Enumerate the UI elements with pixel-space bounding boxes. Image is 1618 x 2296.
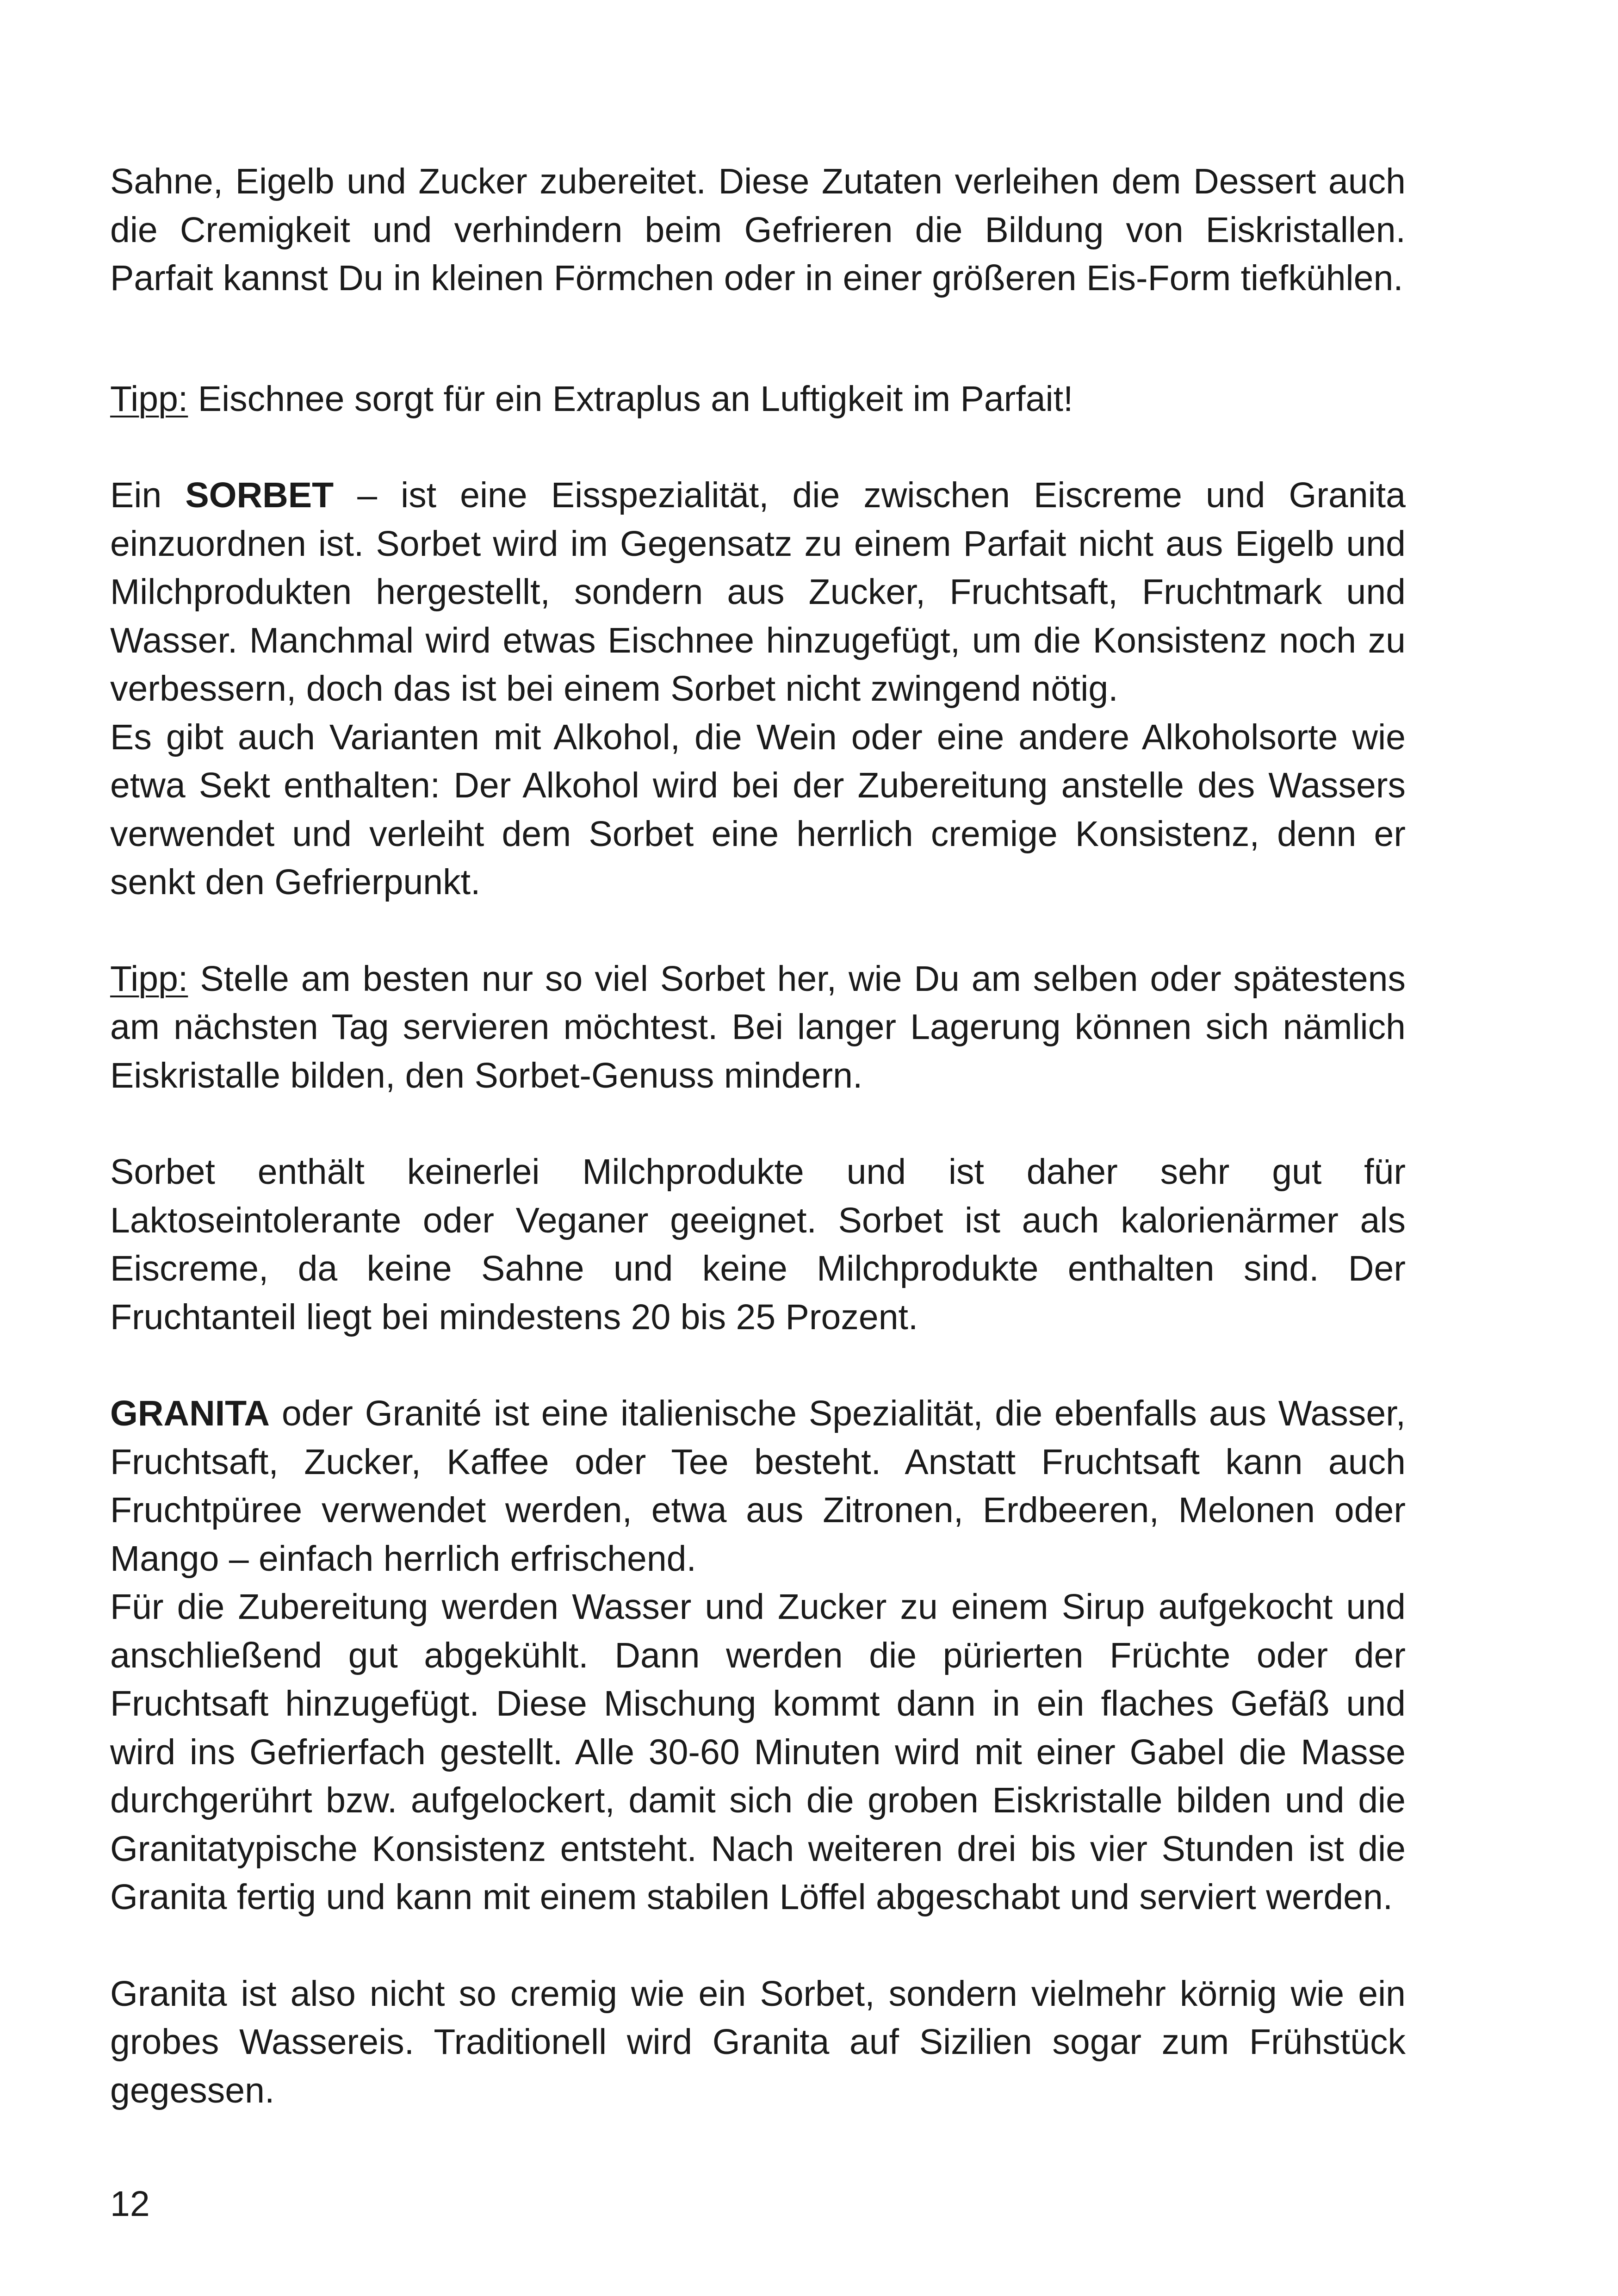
tip-text: Eischnee sorgt für ein Extraplus an Luftigkeit im Parfait! (188, 379, 1073, 419)
tip-parfait (110, 375, 1406, 423)
sorbet-intro: Ein (110, 475, 186, 515)
paragraph-granita-conclusion: Granita ist also nicht so cremig wie ein Sorbet, sondern vielmehr körnig wie ein grobes Wassereis. Traditionell wird Granita auf Sizilien sogar zum Frühstück gegessen. (110, 1973, 1406, 2110)
paragraph-sorbet (110, 471, 1406, 713)
sorbet-text: – ist eine Eisspezialität, die zwischen Eiscreme und Granita einzuordnen ist. Sorbet wird im Gegensatz zu einem Parfait nicht aus Eigelb und Milchprodukten hergestellt, sondern aus Zucker, Fruchtsaft, Fruchtmark und Wasser. Manchmal wird etwas Eischnee hinzugefügt, um die Konsistenz noch zu verbessern, doch das ist bei einem Sorbet nicht zwingend nötig. (110, 475, 1406, 709)
paragraph-alcohol: Es gibt auch Varianten mit Alkohol, die Wein oder eine andere Alkoholsorte wie etwa Sekt enthalten: Der Alkohol wird bei der Zubereitung anstelle des Wassers verwendet und verleiht dem Sorbet eine herrlich cremige Konsistenz, denn er senkt den Gefrierpunkt. (110, 717, 1406, 902)
tip-sorbet (110, 955, 1406, 1100)
page-body (110, 157, 1406, 2115)
tip-label: Tipp: (110, 379, 188, 419)
granita-term: GRANITA (110, 1394, 270, 1433)
tip-text: Stelle am besten nur so viel Sorbet her, wie Du am selben oder spätestens am nächsten Tag servieren möchtest. Bei langer Lagerung können sich nämlich Eiskristalle bilden, den Sorbet-Genuss mindern. (110, 958, 1406, 1095)
sorbet-term: SORBET (185, 475, 334, 515)
page-number: 12 (110, 2184, 150, 2224)
paragraph-parfait: Sahne, Eigelb und Zucker zubereitet. Diese Zutaten verleihen dem Dessert auch die Cremigkeit und verhindern beim Gefrieren die Bildung von Eiskristallen. Parfait kannst Du in kleinen Förmchen oder in einer größeren Eis-Form tiefkühlen. (110, 162, 1406, 298)
granita-text: oder Granité ist eine italienische Spezialität, die ebenfalls aus Wasser, Fruchtsaft, Zucker, Kaffee oder Tee besteht. Anstatt Fruchtsaft kann auch Fruchtpüree verwendet werden, etwa aus Zitronen, Erdbeeren, Melonen oder Mango – einfach herrlich erfrischend. (110, 1394, 1406, 1579)
paragraph-granita (110, 1389, 1406, 1583)
paragraph-preparation: Für die Zubereitung werden Wasser und Zucker zu einem Sirup aufgekocht und anschließend gut abgekühlt. Dann werden die pürierten Früchte oder der Fruchtsaft hinzugefügt. Diese Mischung kommt dann in ein flaches Gefäß und wird ins Gefrierfach gestellt. Alle 30-60 Minuten wird mit einer Gabel die Masse durchgerührt bzw. aufgelockert, damit sich die groben Eiskristalle bilden und die Granitatypische Konsistenz entsteht. Nach weiteren drei bis vier Stunden ist die Granita fertig und kann mit einem stabilen Löffel abgeschabt und serviert werden. (110, 1587, 1406, 1917)
tip-label: Tipp: (110, 958, 188, 999)
paragraph-lactose: Sorbet enthält keinerlei Milchprodukte und ist daher sehr gut für Laktoseintolerante oder Veganer geeignet. Sorbet ist auch kalorienärmer als Eiscreme, da keine Sahne und keine Milchprodukte enthalten sind. Der Fruchtanteil liegt bei mindestens 20 bis 25 Prozent. (110, 1152, 1406, 1337)
